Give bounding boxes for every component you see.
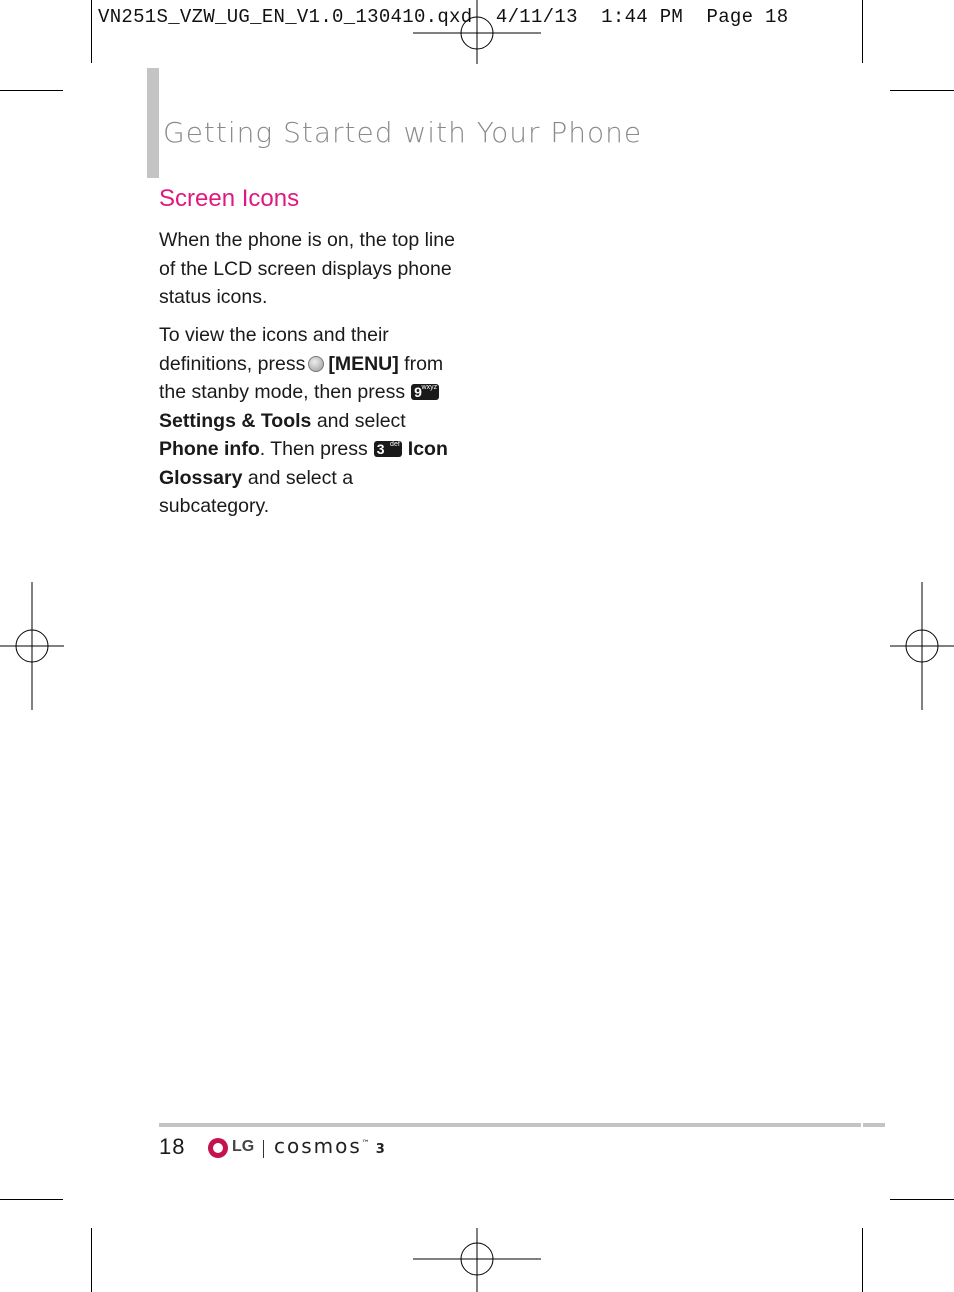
logo-divider bbox=[263, 1140, 264, 1158]
phone-info-label: Phone info bbox=[159, 438, 260, 460]
text-segment: . Then press bbox=[259, 438, 368, 460]
registration-mark-top bbox=[413, 0, 541, 64]
registration-mark-bottom bbox=[413, 1228, 541, 1292]
section-title: Screen Icons bbox=[159, 185, 300, 212]
text-segment: and select a subcategory. bbox=[159, 466, 354, 517]
text-segment: from the stanby mode, then press bbox=[159, 352, 444, 403]
text-segment: To view the icons and their definitions, press bbox=[159, 324, 389, 375]
settings-tools-label: Settings & Tools bbox=[159, 409, 312, 432]
lg-logo-icon bbox=[208, 1138, 228, 1158]
registration-mark-right bbox=[890, 582, 954, 710]
crop-mark bbox=[0, 90, 63, 91]
model-name: cosmos™ 3 bbox=[274, 1134, 387, 1158]
crop-mark bbox=[862, 1228, 863, 1292]
crop-mark bbox=[91, 1228, 92, 1292]
chapter-tab-bar bbox=[147, 68, 159, 178]
print-slug: VN251S_VZW_UG_EN_V1.0_130410.qxd 4/11/13 1:44 PM Page 18 bbox=[98, 6, 789, 28]
icon-glossary-label: Icon Glossary bbox=[159, 438, 448, 489]
crop-mark bbox=[862, 0, 863, 63]
intro-paragraph: When the phone is on, the top line of the LCD screen displays phone status icons. bbox=[159, 229, 455, 308]
key-9-icon: 9 wxyz bbox=[411, 384, 439, 400]
instructions-paragraph bbox=[159, 321, 459, 521]
key-3-icon: 3 def bbox=[374, 441, 402, 457]
crop-mark bbox=[890, 90, 954, 91]
footer-rule-end bbox=[863, 1123, 885, 1127]
crop-mark bbox=[91, 0, 92, 63]
text-segment: and select bbox=[316, 409, 406, 432]
lg-wordmark: LG bbox=[232, 1138, 255, 1155]
crop-mark bbox=[0, 1199, 63, 1200]
page-number: 18 bbox=[159, 1134, 186, 1159]
footer-rule bbox=[159, 1123, 861, 1127]
menu-key-label: [MENU] bbox=[328, 352, 399, 375]
registration-mark-left bbox=[0, 582, 64, 710]
ok-key-icon bbox=[308, 356, 324, 372]
crop-mark bbox=[890, 1199, 954, 1200]
chapter-title: Getting Started with Your Phone bbox=[163, 116, 643, 149]
